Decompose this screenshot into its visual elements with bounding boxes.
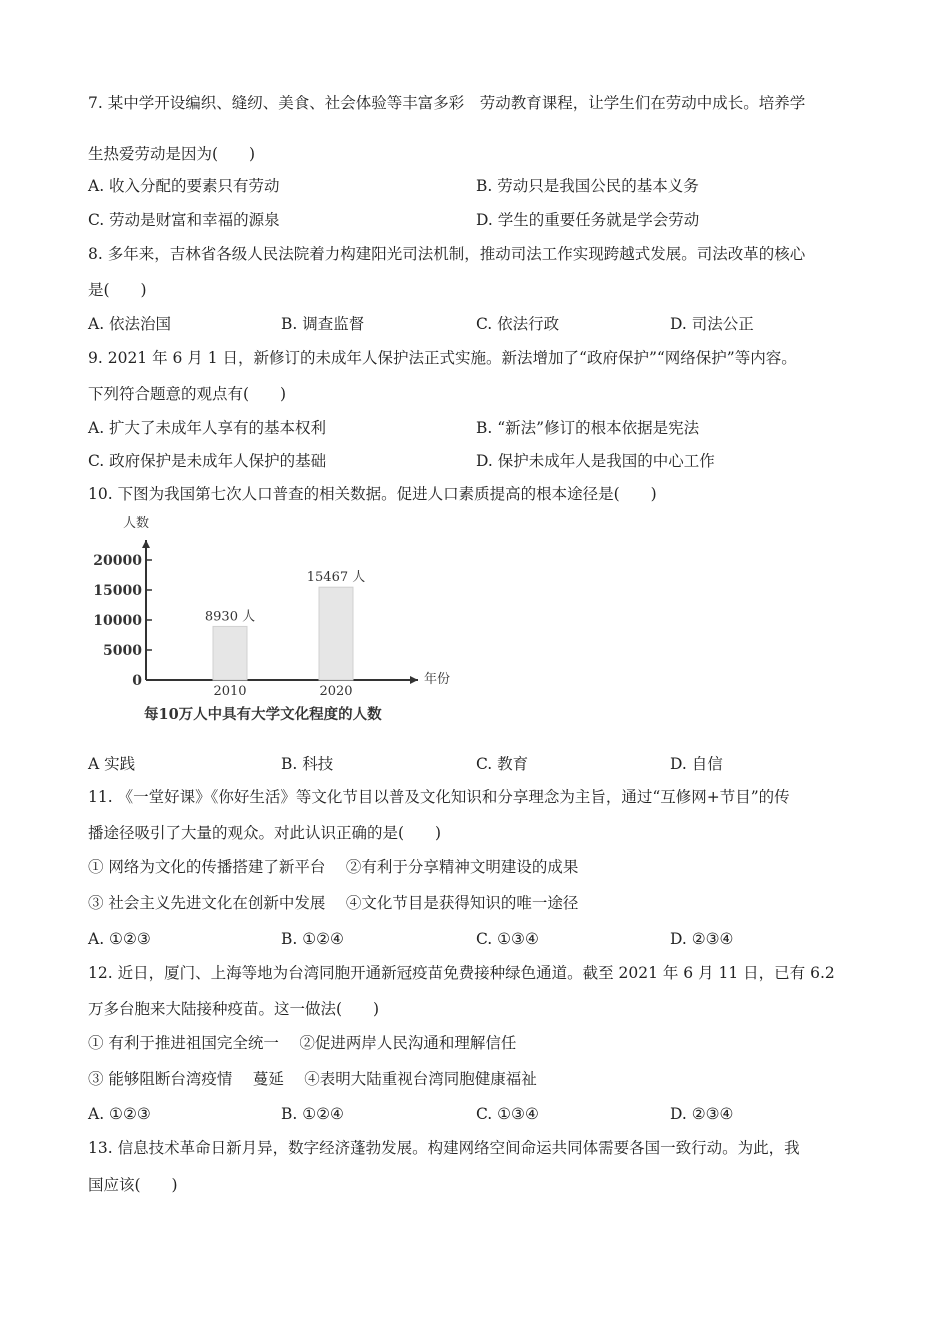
chart-data-label: 8930 人 (204, 609, 256, 625)
q7-stem-line1: 7. 某中学开设编织、缝纫、美食、社会体验等丰富多彩 劳动教育课程，让学生们在劳动中成长。培养学 (88, 94, 806, 112)
q9-option-b[interactable]: B. “新法”修订的根本依据是宪法 (476, 419, 700, 437)
population-bar-chart (86, 512, 476, 742)
chart-bar (213, 626, 247, 680)
chart-y-axis-label: 人数 (123, 516, 150, 531)
chart-y-tick-label: 0 (132, 673, 142, 689)
chart-y-tick-label: 10000 (93, 613, 142, 629)
chart-bar (319, 587, 353, 680)
q9-stem-line1: 9. 2021 年 6 月 1 日，新修订的未成年人保护法正式实施。新法增加了“政府保护”“网络保护”等内容。 (88, 349, 797, 367)
chart-x-axis-arrow (410, 676, 418, 684)
q7-option-b[interactable]: B. 劳动只是我国公民的基本义务 (476, 177, 699, 195)
q12-stem-line1: 12. 近日，厦门、上海等地为台湾同胞开通新冠疫苗免费接种绿色通道。截至 2021 年 6 月 11 日，已有 6.2 (88, 964, 835, 982)
q12-stem-line2: 万多台胞来大陆接种疫苗。这一做法( ) (88, 1000, 380, 1018)
q8-option-d[interactable]: D. 司法公正 (670, 315, 754, 333)
q12-option-d[interactable]: D. ②③④ (670, 1105, 734, 1123)
q12-option-c[interactable]: C. ①③④ (476, 1105, 539, 1123)
q12-statement-2: ③ 能够阻断台湾疫情 蔓延 ④表明大陆重视台湾同胞健康福祉 (88, 1070, 537, 1088)
q13-stem-line1: 13. 信息技术革命日新月异，数字经济蓬勃发展。构建网络空间命运共同体需要各国一致行动。为此，我 (88, 1139, 800, 1157)
q11-statement-2: ③ 社会主义先进文化在创新中发展 ④文化节目是获得知识的唯一途径 (88, 894, 579, 912)
q12-statement-1: ① 有利于推进祖国完全统一 ②促进两岸人民沟通和理解信任 (88, 1034, 517, 1052)
chart-y-tick-label: 15000 (93, 583, 142, 599)
q8-stem-line2: 是( ) (88, 281, 147, 299)
q8-option-a[interactable]: A. 依法治国 (88, 315, 172, 333)
q9-option-d[interactable]: D. 保护未成年人是我国的中心工作 (476, 452, 715, 470)
q7-option-a[interactable]: A. 收入分配的要素只有劳动 (88, 177, 280, 195)
q10-option-d[interactable]: D. 自信 (670, 755, 723, 773)
q9-option-c[interactable]: C. 政府保护是未成年人保护的基础 (88, 452, 327, 470)
q11-statement-1: ① 网络为文化的传播搭建了新平台 ②有利于分享精神文明建设的成果 (88, 858, 579, 876)
q7-option-c[interactable]: C. 劳动是财富和幸福的源泉 (88, 211, 280, 229)
q11-option-b[interactable]: B. ①②④ (281, 930, 344, 948)
chart-x-tick-label: 2010 (213, 684, 247, 699)
chart-caption: 每10万人中具有大学文化程度的人数 (144, 706, 382, 723)
q12-option-b[interactable]: B. ①②④ (281, 1105, 344, 1123)
q8-option-c[interactable]: C. 依法行政 (476, 315, 560, 333)
q7-option-d[interactable]: D. 学生的重要任务就是学会劳动 (476, 211, 700, 229)
q11-stem-line2: 播途径吸引了大量的观众。对此认识正确的是( ) (88, 824, 442, 842)
chart-y-tick-label: 5000 (103, 643, 142, 659)
q13-stem-line2: 国应该( ) (88, 1176, 178, 1194)
q10-option-b[interactable]: B. 科技 (281, 755, 334, 773)
q11-stem-line1: 11. 《一堂好课》《你好生活》等文化节目以普及文化知识和分享理念为主旨，通过“互修网+节目”的传 (88, 788, 790, 806)
q11-option-a[interactable]: A. ①②③ (88, 930, 151, 948)
q11-option-c[interactable]: C. ①③④ (476, 930, 539, 948)
chart-axes (142, 540, 418, 684)
chart-y-axis-arrow (142, 540, 150, 548)
chart-bars (205, 570, 365, 680)
chart-y-ticks (93, 553, 152, 689)
q8-stem-line1: 8. 多年来，吉林省各级人民法院着力构建阳光司法机制，推动司法工作实现跨越式发展。司法改革的核心 (88, 245, 806, 263)
chart-y-tick-label: 20000 (93, 553, 142, 569)
q11-option-d[interactable]: D. ②③④ (670, 930, 734, 948)
chart-x-axis-label: 年份 (424, 672, 451, 687)
q12-option-a[interactable]: A. ①②③ (88, 1105, 151, 1123)
q7-stem-line2: 生热爱劳动是因为( ) (88, 145, 256, 163)
q8-option-b[interactable]: B. 调查监督 (281, 315, 365, 333)
q9-stem-line2: 下列符合题意的观点有( ) (88, 385, 287, 403)
q10-option-c[interactable]: C. 教育 (476, 755, 529, 773)
q9-option-a[interactable]: A. 扩大了未成年人享有的基本权利 (88, 419, 327, 437)
q10-stem-line1: 10. 下图为我国第七次人口普查的相关数据。促进人口素质提高的根本途径是( ) (88, 485, 657, 503)
chart-x-tick-label: 2020 (319, 684, 353, 699)
chart-x-ticks (213, 684, 352, 699)
chart-data-label: 15467 人 (306, 570, 366, 586)
q10-option-a[interactable]: A 实践 (88, 755, 136, 773)
